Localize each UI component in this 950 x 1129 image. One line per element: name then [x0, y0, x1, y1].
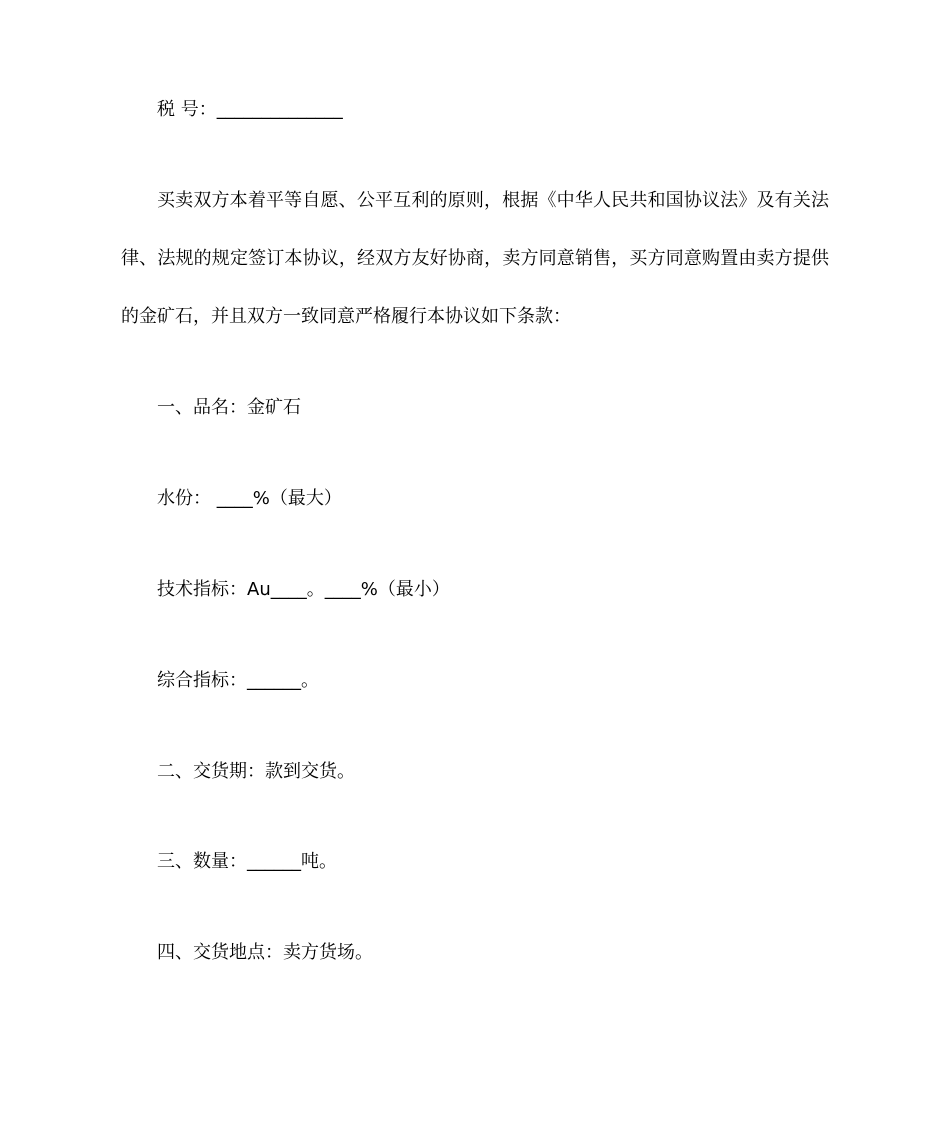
clause-delivery-period: 二、交货期：款到交货。	[157, 761, 355, 782]
intro-paragraph-line-3: 的金矿石，并且双方一致同意严格履行本协议如下条款：	[121, 306, 571, 327]
clause-technical-index: 技术指标：Au____。____%（最小）	[157, 579, 450, 600]
tax-number-line: 税 号：______________	[157, 99, 343, 120]
clause-composite-index: 综合指标：______。	[157, 670, 319, 691]
clause-quantity: 三、数量：______吨。	[157, 851, 337, 872]
clause-delivery-place: 四、交货地点：卖方货场。	[157, 942, 373, 963]
intro-paragraph-line-2: 律、法规的规定签订本协议，经双方友好协商，卖方同意销售，买方同意购置由卖方提供	[121, 248, 829, 269]
clause-moisture: 水份： ____%（最大）	[157, 488, 342, 509]
intro-paragraph-line-1: 买卖双方本着平等自愿、公平互利的原则，根据《中华人民共和国协议法》及有关法	[157, 190, 829, 211]
clause-product-name: 一、品名：金矿石	[157, 397, 301, 418]
